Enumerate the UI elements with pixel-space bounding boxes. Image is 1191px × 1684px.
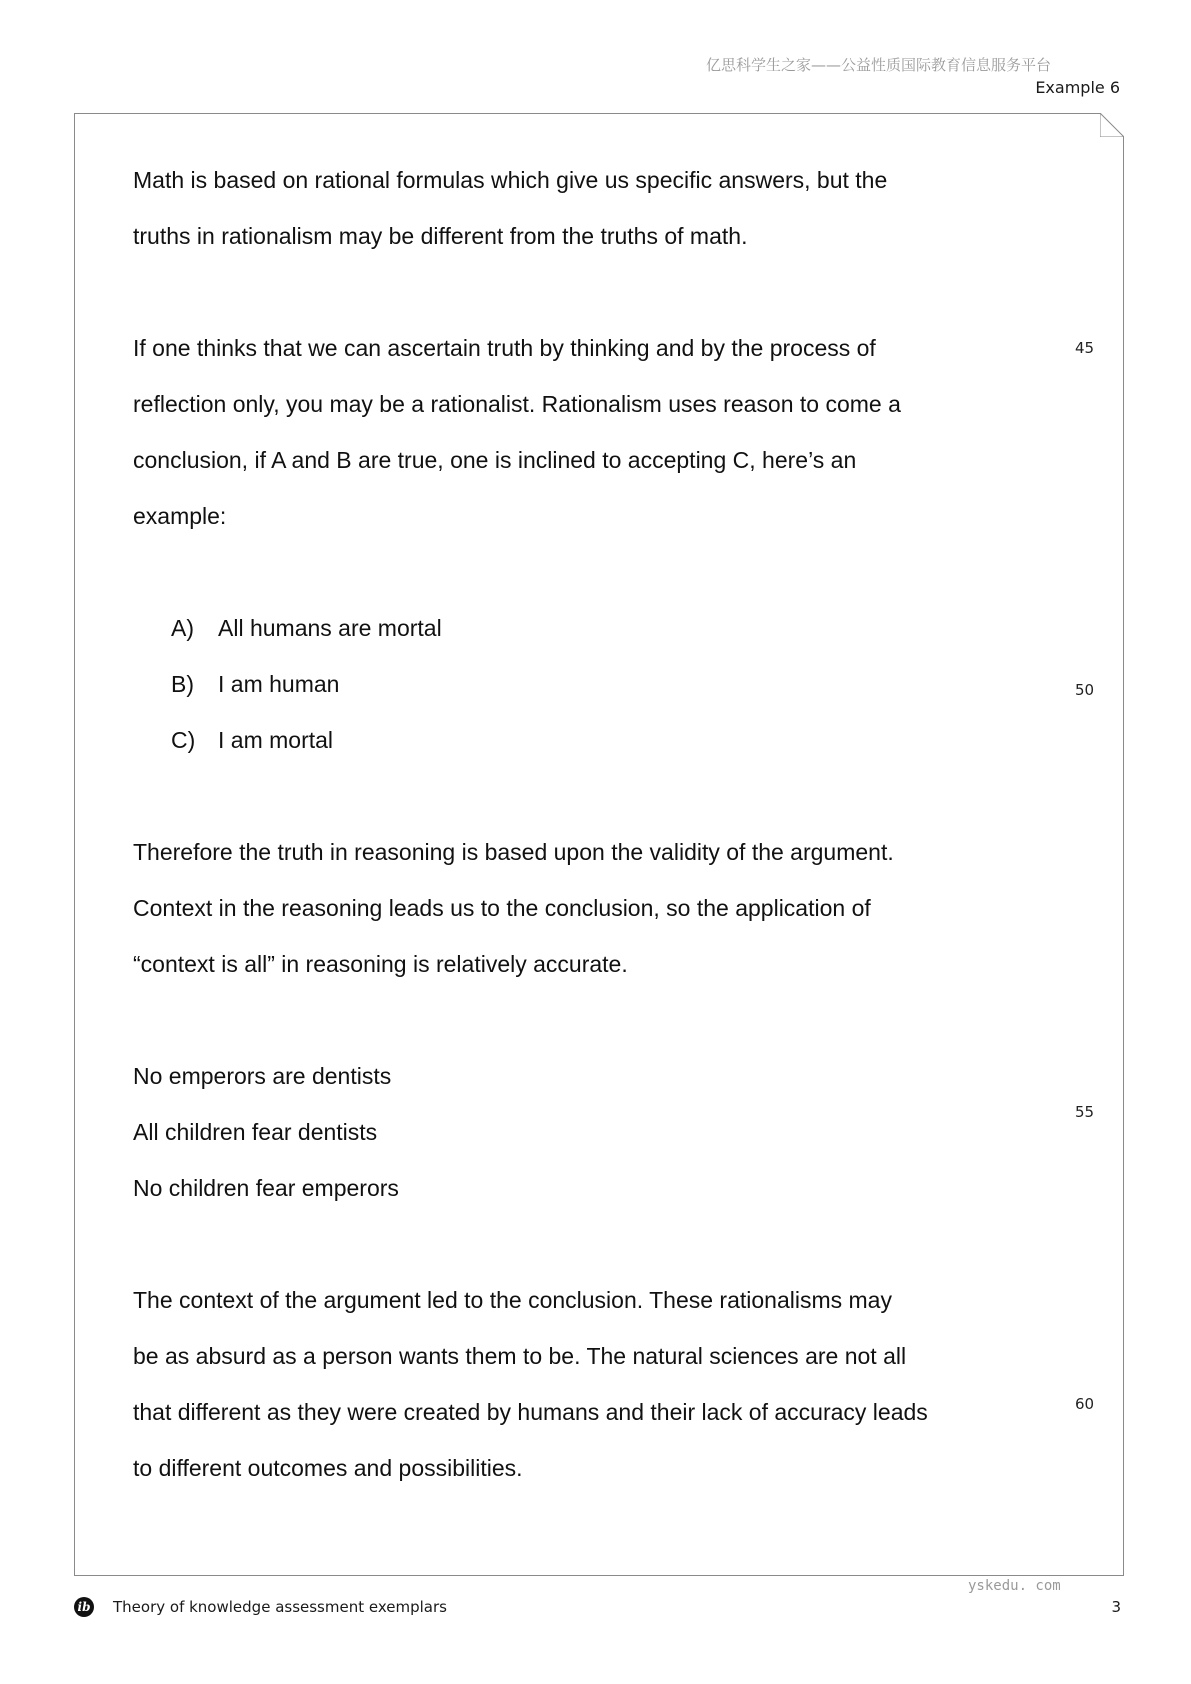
text-line: example: xyxy=(133,503,227,529)
page-number: 3 xyxy=(1111,1598,1121,1616)
text-line: that different as they were created by humans and their lack of accuracy leads xyxy=(133,1399,928,1425)
text-line: Math is based on rational formulas which give us specific answers, but the xyxy=(133,167,888,193)
text-line: Context in the reasoning leads us to the conclusion, so the application of xyxy=(133,895,871,921)
text-line: to different outcomes and possibilities. xyxy=(133,1455,523,1481)
example-label: Example 6 xyxy=(1035,78,1120,97)
text-line: conclusion, if A and B are true, one is inclined to accepting C, here’s an xyxy=(133,447,857,473)
paragraph xyxy=(133,162,993,274)
paragraph xyxy=(133,1058,993,1226)
list-letter: B) xyxy=(171,671,194,697)
page-corner-fold-icon xyxy=(1100,113,1124,137)
text-line: truths in rationalism may be different from the truths of math. xyxy=(133,223,748,249)
text-line: reflection only, you may be a rationalist. Rationalism uses reason to come a xyxy=(133,391,901,417)
ib-logo: ib xyxy=(74,1597,94,1617)
footer-title: Theory of knowledge assessment exemplars xyxy=(113,1598,447,1616)
line-number: 55 xyxy=(1075,1103,1095,1121)
text-line: Therefore the truth in reasoning is based upon the validity of the argument. xyxy=(133,839,894,865)
list-letter: C) xyxy=(171,727,196,753)
paragraph xyxy=(133,1282,993,1506)
footer-watermark: yskedu. com xyxy=(968,1578,1061,1594)
list-item xyxy=(133,610,993,666)
list-letter: A) xyxy=(171,615,194,641)
list-text: All humans are mortal xyxy=(218,615,442,641)
line-number: 60 xyxy=(1075,1395,1095,1413)
text-line: No emperors are dentists xyxy=(133,1063,392,1089)
text-line: All children fear dentists xyxy=(133,1119,378,1145)
line-number: 45 xyxy=(1075,339,1095,357)
syllogism-list xyxy=(133,610,993,778)
paragraph xyxy=(133,834,993,1002)
list-text: I am human xyxy=(218,671,340,697)
text-line: be as absurd as a person wants them to be. The natural sciences are not all xyxy=(133,1343,907,1369)
header-watermark: 亿思科学生之家——公益性质国际教育信息服务平台 xyxy=(705,56,1051,74)
list-text: I am mortal xyxy=(218,727,334,753)
text-line: “context is all” in reasoning is relatively accurate. xyxy=(133,951,628,977)
line-number: 50 xyxy=(1075,681,1095,699)
text-line: The context of the argument led to the conclusion. These rationalisms may xyxy=(133,1287,892,1313)
list-item xyxy=(133,722,993,778)
text-line: If one thinks that we can ascertain truth by thinking and by the process of xyxy=(133,335,876,361)
essay-body xyxy=(133,162,993,1506)
list-item xyxy=(133,666,993,722)
paragraph xyxy=(133,330,993,554)
text-line: No children fear emperors xyxy=(133,1175,399,1201)
